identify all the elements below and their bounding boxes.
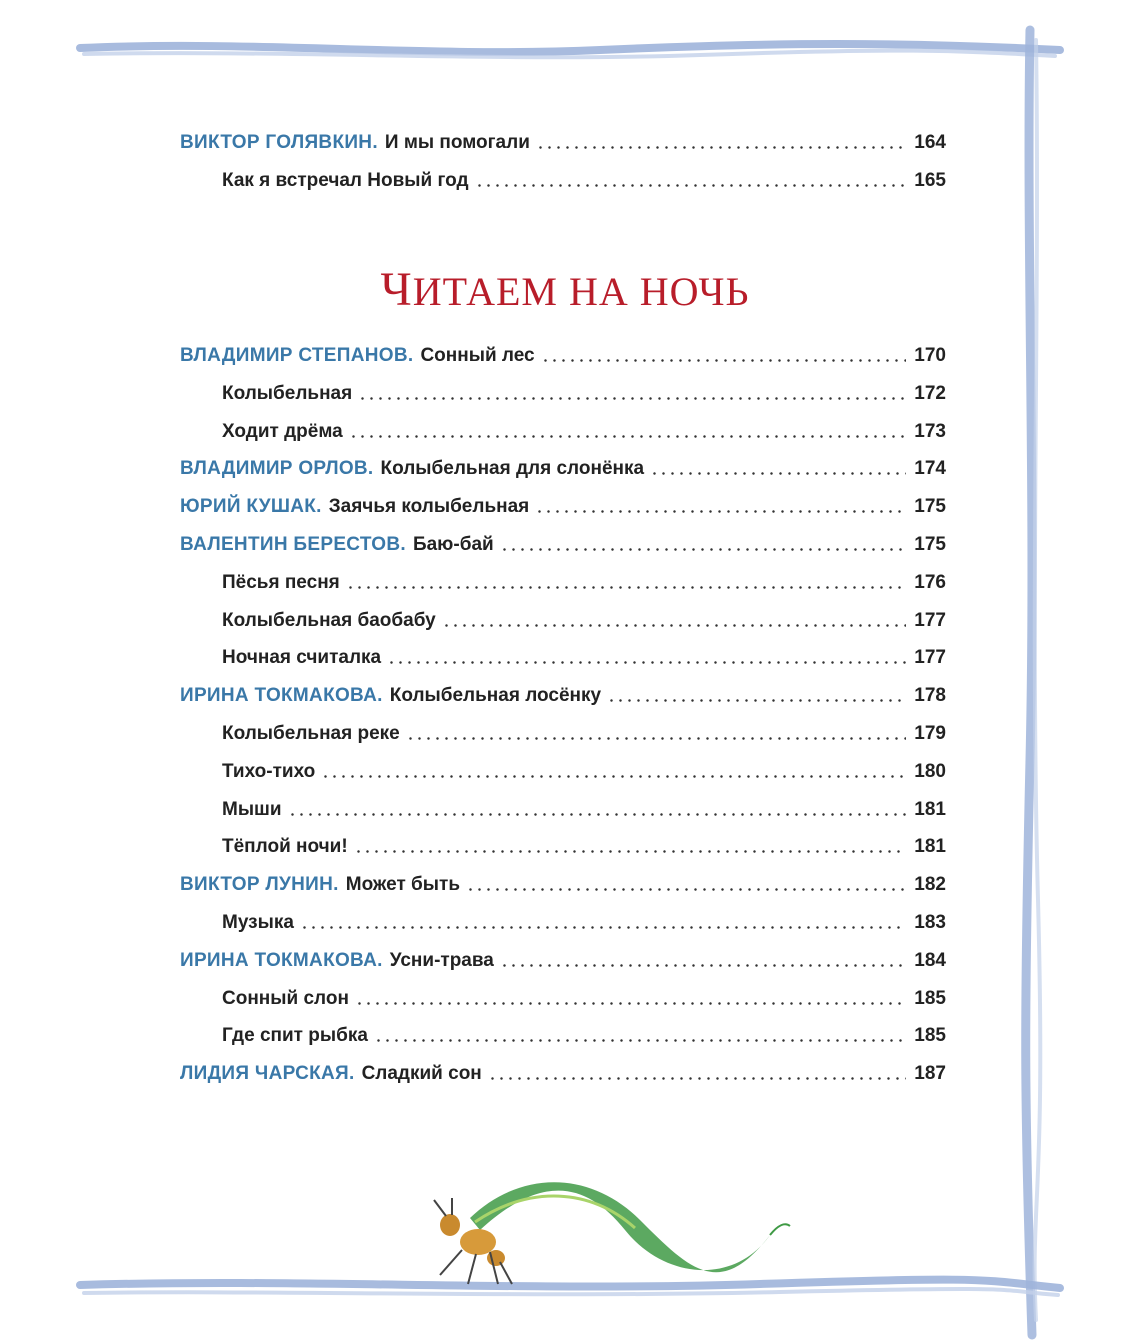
toc-page-number: 174	[914, 458, 946, 480]
toc-page-number: 177	[914, 609, 946, 631]
toc-dot-leader	[346, 586, 906, 589]
toc-dot-leader	[355, 1002, 906, 1005]
toc-title: Заячья колыбельная	[328, 496, 530, 518]
toc-page-number: 175	[914, 496, 946, 518]
toc-dot-leader	[607, 699, 906, 702]
toc-dot-leader	[354, 850, 906, 853]
toc-author: ИРИНА ТОКМАКОВА.	[180, 949, 383, 971]
toc-entry	[222, 564, 946, 594]
toc-dot-leader	[374, 1039, 906, 1042]
toc-entry	[180, 337, 946, 367]
toc-title: Сонный слон	[222, 987, 349, 1009]
ant-head	[440, 1214, 460, 1236]
toc-entry	[180, 1055, 946, 1085]
toc-dot-leader	[288, 813, 906, 816]
toc-page-number: 185	[914, 1025, 946, 1047]
toc-author: ВАЛЕНТИН БЕРЕСТОВ.	[180, 534, 406, 555]
toc-title: Как я встречал Новый год	[222, 170, 469, 191]
toc-dot-leader	[358, 397, 906, 400]
toc-dot-leader	[321, 775, 906, 778]
toc-title: Колыбельная	[222, 382, 353, 404]
toc-author: ВЛАДИМИР СТЕПАНОВ.	[180, 345, 414, 366]
toc-dot-leader	[541, 359, 906, 362]
toc-page-number: 176	[914, 571, 946, 593]
toc-page-number: 187	[914, 1063, 946, 1085]
toc-title: Тихо-тихо	[222, 760, 316, 782]
toc-entry	[222, 413, 946, 443]
toc-page-number: 182	[914, 874, 946, 896]
toc-title: Колыбельная реке	[222, 723, 400, 744]
toc-entry	[180, 124, 946, 154]
toc-title: Баю-бай	[412, 534, 494, 555]
toc-entry	[222, 1017, 946, 1047]
toc-entry	[180, 677, 946, 707]
toc-page-number: 164	[914, 132, 946, 153]
toc-title: Колыбельная лосёнку	[389, 685, 602, 707]
toc-dot-leader	[536, 146, 906, 149]
toc-title: Тёплой ночи!	[222, 836, 348, 858]
toc-entry	[222, 639, 946, 669]
toc-title: Колыбельная для слонёнка	[380, 458, 645, 480]
toc-page-number: 179	[914, 723, 946, 744]
toc-page-number: 181	[914, 836, 946, 858]
toc-title: Ходит дрёма	[222, 420, 343, 442]
toc-dot-leader	[535, 510, 906, 513]
section-heading-rest: ИТАЕМ НА НОЧЬ	[412, 269, 750, 314]
toc-author: ЮРИЙ КУШАК.	[180, 496, 322, 518]
toc-title: Пёсья песня	[222, 571, 340, 593]
toc-page-number: 165	[914, 170, 946, 191]
ant-body	[460, 1229, 496, 1255]
toc-page-number: 172	[914, 382, 946, 404]
toc-author: ВИКТОР ГОЛЯВКИН.	[180, 132, 378, 153]
toc-title: Усни-трава	[389, 949, 494, 971]
toc-title: Колыбельная баобабу	[222, 609, 436, 631]
toc-entry	[222, 602, 946, 632]
toc-title: Где спит рыбка	[222, 1025, 368, 1047]
toc-title: Может быть	[345, 874, 461, 896]
toc-page-number: 175	[914, 534, 946, 555]
toc-page-number: 181	[914, 798, 946, 820]
toc-author: ВИКТОР ЛУНИН.	[180, 874, 339, 896]
toc-entry	[180, 942, 946, 972]
toc-entry	[222, 715, 946, 745]
toc-page-number: 173	[914, 420, 946, 442]
toc-page-number: 183	[914, 912, 946, 933]
toc-page-number: 180	[914, 760, 946, 782]
toc-entry	[180, 866, 946, 896]
bottom-frame-stroke	[80, 1280, 1060, 1288]
toc-dot-leader	[349, 435, 906, 438]
toc-dot-leader	[500, 964, 906, 967]
toc-entry	[180, 450, 946, 480]
toc-page-number: 178	[914, 685, 946, 707]
toc-title: Ночная считалка	[222, 647, 382, 669]
toc-page-number: 177	[914, 647, 946, 669]
toc-entry	[222, 753, 946, 783]
toc-dot-leader	[406, 737, 906, 740]
toc-dot-leader	[488, 1077, 906, 1080]
toc-dot-leader	[650, 472, 906, 475]
section-heading	[0, 262, 1130, 317]
toc-entry	[222, 904, 946, 934]
toc-author: ИРИНА ТОКМАКОВА.	[180, 685, 383, 707]
right-frame-stroke	[1026, 30, 1032, 1335]
toc-dot-leader	[500, 548, 906, 551]
toc-dot-leader	[442, 624, 906, 627]
toc-entry	[222, 828, 946, 858]
toc-dot-leader	[466, 888, 906, 891]
toc-page-number: 185	[914, 987, 946, 1009]
toc-page-number: 170	[914, 345, 946, 366]
toc-title: Сладкий сон	[361, 1063, 482, 1085]
toc-dot-leader	[387, 661, 906, 664]
toc-page-number: 184	[914, 949, 946, 971]
toc-title: Сонный лес	[420, 345, 535, 366]
section-heading-initial: Ч	[380, 263, 413, 316]
toc-entry	[180, 488, 946, 518]
toc-dot-leader	[475, 184, 906, 187]
toc-author: ЛИДИЯ ЧАРСКАЯ.	[180, 1063, 355, 1085]
toc-author: ВЛАДИМИР ОРЛОВ.	[180, 458, 374, 480]
toc-entry	[222, 375, 946, 405]
toc-entry	[222, 791, 946, 821]
toc-entry	[222, 980, 946, 1010]
toc-title: Мыши	[222, 798, 282, 820]
toc-title: Музыка	[222, 912, 294, 933]
toc-title: И мы помогали	[384, 132, 530, 153]
toc-dot-leader	[300, 926, 906, 929]
toc-entry	[180, 526, 946, 556]
ant-illustration	[434, 1182, 790, 1284]
toc-entry	[222, 162, 946, 192]
grass-blade	[470, 1182, 770, 1272]
